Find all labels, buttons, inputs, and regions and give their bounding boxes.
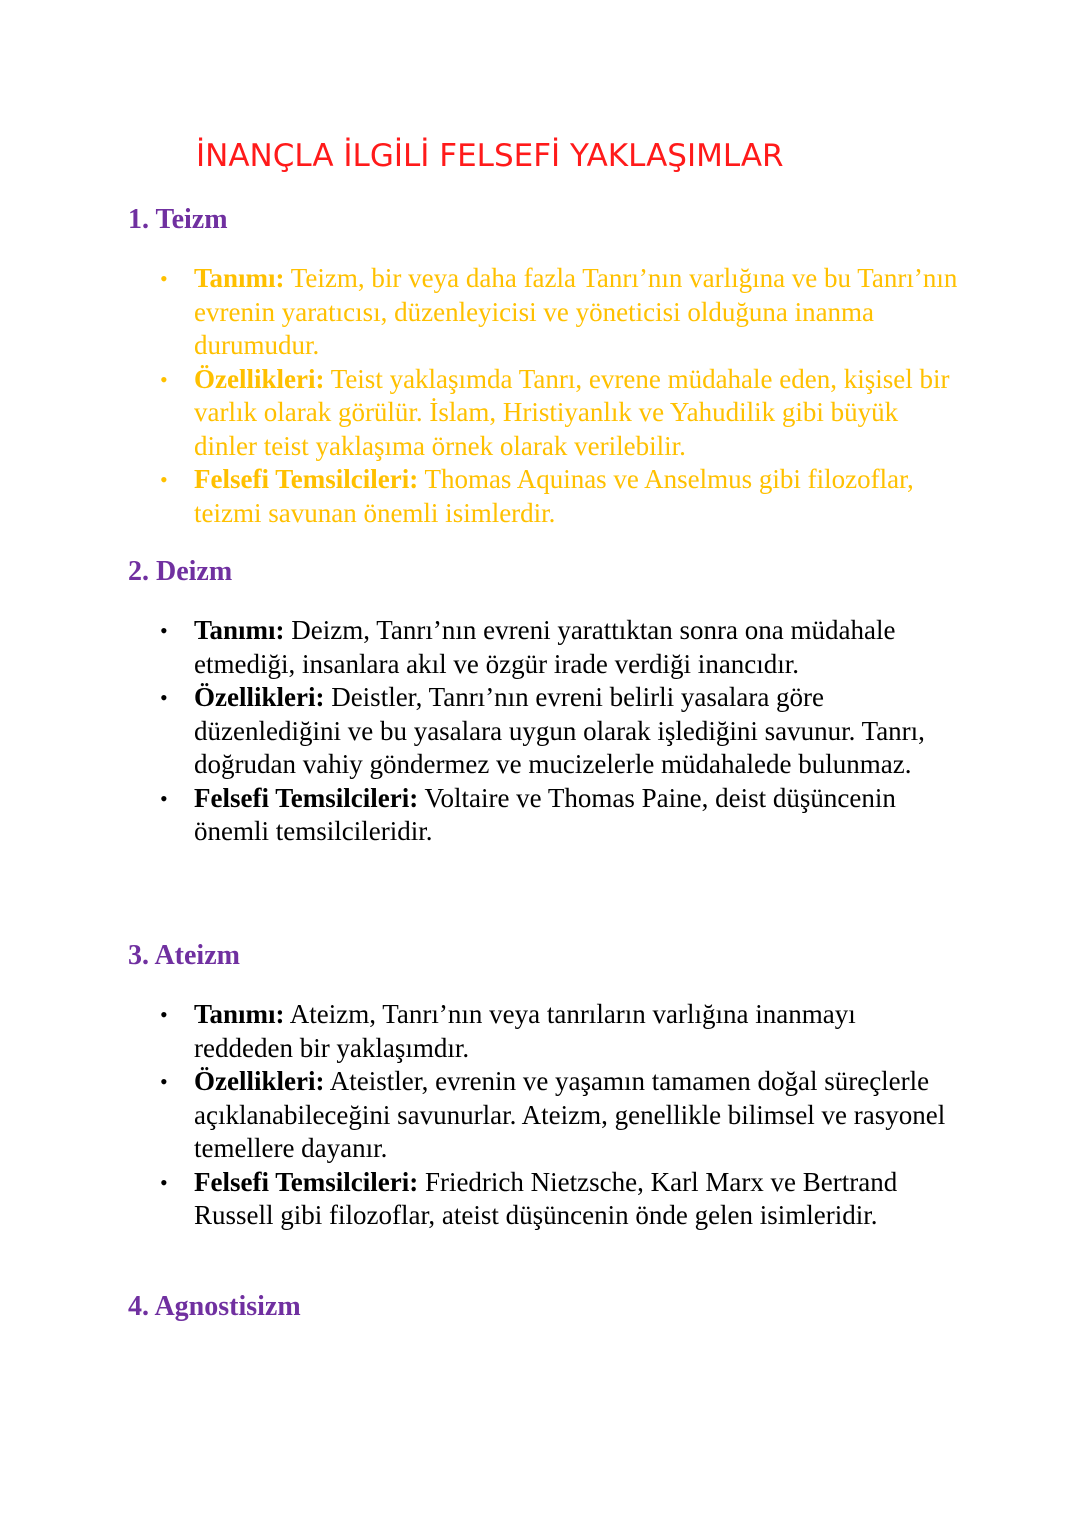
list-item <box>160 782 960 849</box>
item-label: Özellikleri: <box>194 682 325 712</box>
item-label: Tanımı: <box>194 999 285 1029</box>
item-label: Özellikleri: <box>194 1066 325 1096</box>
teizm-list <box>160 262 960 530</box>
deizm-list <box>160 614 960 849</box>
item-label: Felsefi Temsilcileri: <box>194 782 419 813</box>
list-item <box>160 1166 960 1233</box>
bullet-icon: • <box>160 266 168 291</box>
page-title: İNANÇLA İLGİLİ FELSEFİ YAKLAŞIMLAR <box>196 138 784 174</box>
list-item <box>160 1065 960 1166</box>
item-label: Tanımı: <box>194 615 285 645</box>
bullet-icon: • <box>160 618 168 643</box>
item-text: Teist yaklaşımda Tanrı, evrene müdahale eden, kişisel bir varlık olarak görülür. İslam, Hristiyanlık ve Yahudilik gibi büyük dinler teist yaklaşıma örnek olarak verilebilir. <box>194 363 950 461</box>
section-heading-ateizm: 3. Ateizm <box>128 940 240 971</box>
item-text: Ateizm, Tanrı’nın veya tanrıların varlığına inanmayı reddeden bir yaklaşımdır. <box>194 999 856 1063</box>
list-item <box>160 463 960 530</box>
bullet-icon: • <box>160 785 168 811</box>
bullet-icon: • <box>160 1002 168 1027</box>
section-heading-agnostisizm: 4. Agnostisizm <box>128 1291 301 1322</box>
item-label: Tanımı: <box>194 263 285 293</box>
section-heading-teizm: 1. Teizm <box>128 204 228 235</box>
section-heading-deizm: 2. Deizm <box>128 556 233 587</box>
item-text: Ateistler, evrenin ve yaşamın tamamen doğal süreçlerle açıklanabileceğini savunurlar. Ateizm, genellikle bilimsel ve rasyonel temellere dayanır. <box>194 1066 946 1163</box>
list-item <box>160 998 960 1065</box>
item-text: Deistler, Tanrı’nın evreni belirli yasalara göre düzenlediğini ve bu yasalara uygun olarak işlediğini savunur. Tanrı, doğrudan vahiy göndermez ve mucizelerle müdahalede bulunmaz. <box>194 682 925 779</box>
bullet-icon: • <box>160 1069 168 1094</box>
item-text: Teizm, bir veya daha fazla Tanrı’nın varlığına ve bu Tanrı’nın evrenin yaratıcısı, düzenleyicisi ve yöneticisi olduğuna inanma durumudur. <box>194 263 958 360</box>
bullet-icon: • <box>160 366 168 392</box>
list-item <box>160 262 960 363</box>
item-label: Felsefi Temsilcileri: <box>194 464 419 494</box>
ateizm-list <box>160 998 960 1233</box>
item-text: Voltaire ve Thomas Paine, deist düşüncenin önemli temsilcileridir. <box>194 782 896 846</box>
bullet-icon: • <box>160 685 168 710</box>
list-item <box>160 614 960 681</box>
bullet-icon: • <box>160 467 168 492</box>
list-item <box>160 681 960 782</box>
item-text: Deizm, Tanrı’nın evreni yarattıktan sonra ona müdahale etmediği, insanlara akıl ve özgür irade verdiği inancıdır. <box>194 615 896 679</box>
list-item <box>160 363 960 464</box>
item-label: Felsefi Temsilcileri: <box>194 1166 419 1197</box>
item-label: Özellikleri: <box>194 363 325 394</box>
item-text: Thomas Aquinas ve Anselmus gibi filozoflar, teizmi savunan önemli isimlerdir. <box>194 464 914 528</box>
item-text: Friedrich Nietzsche, Karl Marx ve Bertrand Russell gibi filozoflar, ateist düşüncenin önde gelen isimleridir. <box>194 1166 898 1230</box>
bullet-icon: • <box>160 1169 168 1195</box>
